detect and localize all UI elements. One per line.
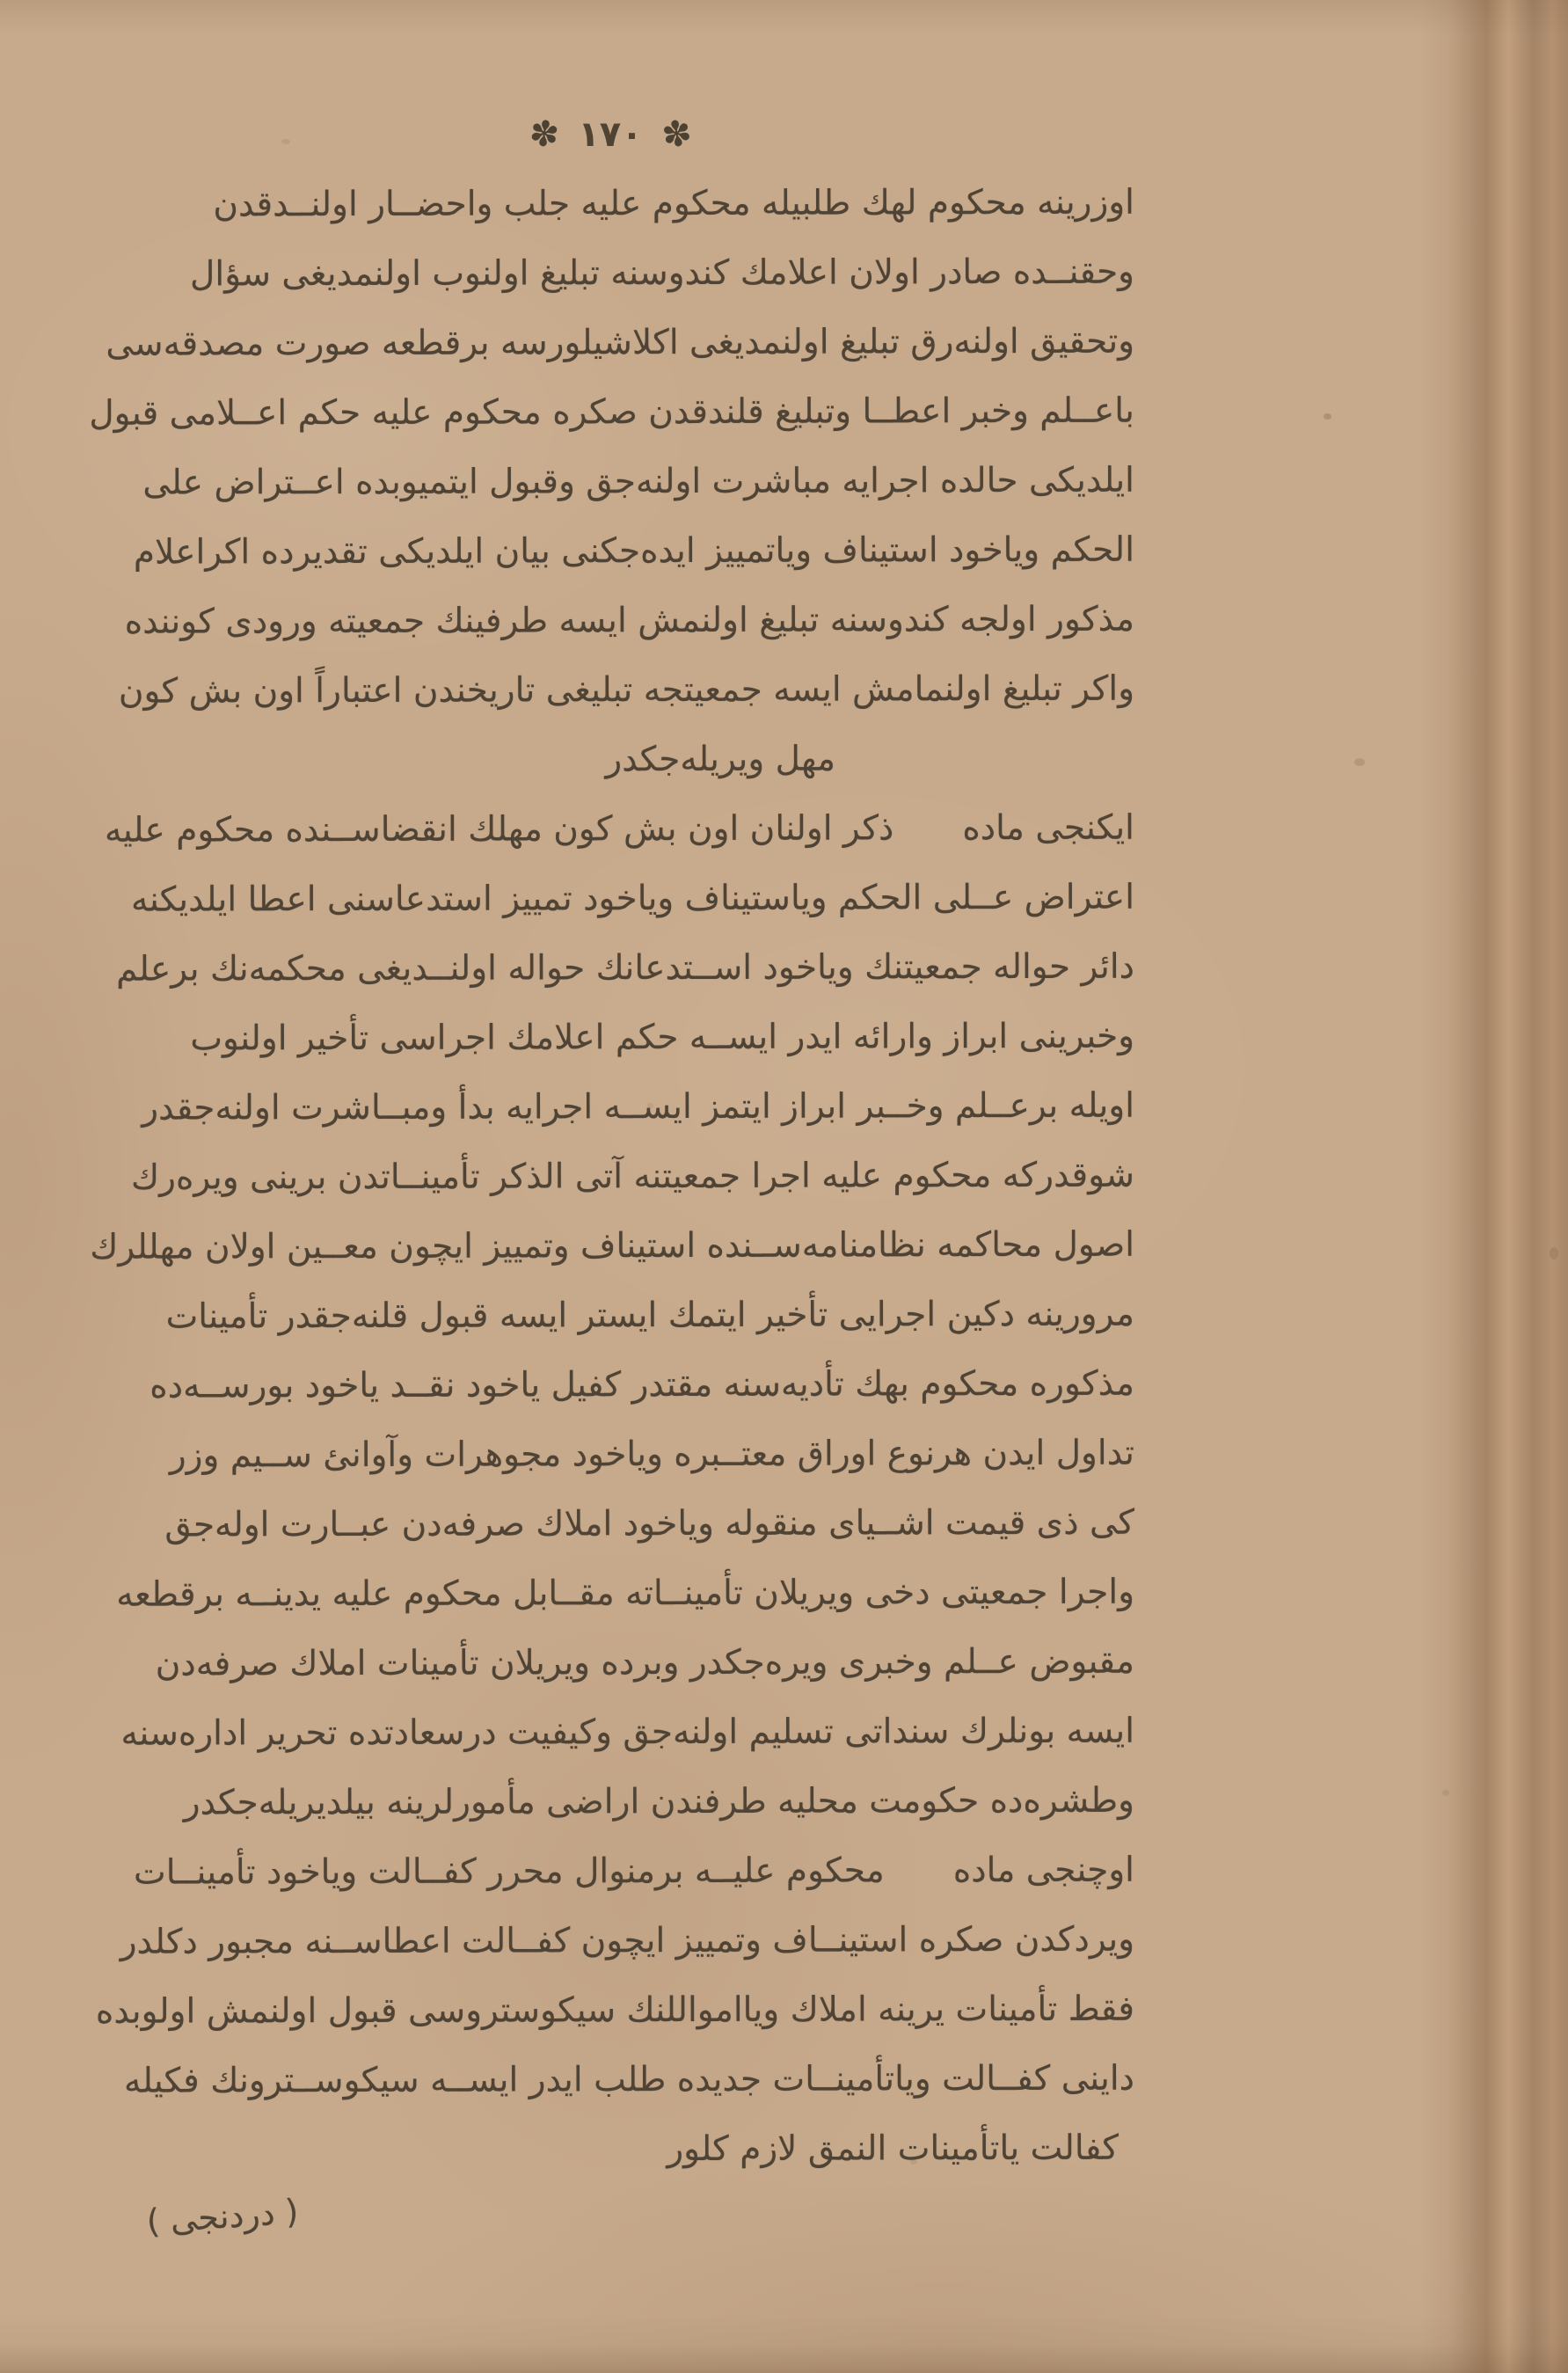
text-line: تداول ايدن هرنوع اوراق معتــبره وياخود مجوهرات وآوانئ ســيم وزر — [169, 1433, 1135, 1476]
text-line: وتحقيق اولنه‌رق تبليغ اولنمديغى اكلاشيلورسه برقطعه صورت مصدقه‌سى — [106, 321, 1135, 364]
text-line: اصول محاكمه نظامنامه‌ســنده استيناف وتمييز ايچون معــين اولان مهللرك — [90, 1224, 1135, 1267]
body-text-block — [89, 169, 1135, 2184]
text-line: مقبوض عــلم وخبرى ويره‌جكدر وبرده ويريلان تأمينات املاك صرفه‌دن — [155, 1641, 1135, 1684]
text-line: وحقنــده صادر اولان اعلامك كندوسنه تبليغ اولنوب اولنمديغى سؤال — [189, 252, 1135, 295]
text-line: كى ذى قيمت اشــياى منقوله وياخود املاك صرفه‌دن عبــارت اوله‌جق — [164, 1502, 1135, 1545]
catchword: ( دردنجى ) — [145, 2192, 300, 2241]
text-line: مذكوره محكوم بهك تأديه‌سنه مقتدر كفيل ياخود نقــد ياخود بورســه‌ده — [150, 1363, 1135, 1406]
paper-speck — [1354, 758, 1365, 766]
page-header — [524, 104, 696, 165]
text-line: دائر حواله جمعيتنك وياخود اســتدعانك حواله اولنــديغى محكمه‌نك برعلم — [115, 946, 1135, 989]
text-line: اويله برعــلم وخــبر ابراز ايتمز ايســه اجرايه بدأ ومبــاشرت اولنه‌جقدر — [142, 1085, 1135, 1128]
rosette-ornament-icon: ✽ — [526, 112, 562, 157]
text-line-paragraph-end: مهل ويريله‌جكدر — [605, 739, 836, 780]
text-line: داينى كفــالت وياتأمينــات جديده طلب ايدر ايســه سيكوســترونك فكيله — [123, 2058, 1135, 2101]
paper-speck — [1442, 1790, 1449, 1796]
text-line: مرورينه دكين اجرايى تأخير ايتمك ايستر ايسه قبول قلنه‌جقدر تأمينات — [165, 1294, 1135, 1337]
rosette-ornament-icon: ✽ — [658, 112, 695, 157]
text-line: ويردكدن صكره استينــاف وتمييز ايچون كفــالت اعطاســنه مجبور دكلدر — [120, 1919, 1135, 1962]
text-line: فقط تأمينات يرينه املاك وياامواللنك سيكوستروسى قبول اولنمش اولوبده — [95, 1989, 1135, 2032]
text-line: الحكم وياخود استيناف وياتمييز ايده‌جكنى بيان ايلديكى تقديرده اكراعلام — [133, 529, 1135, 573]
text-line: اعتراض عــلى الحكم وياستيناف وياخود تمييز استدعاسنى اعطا ايلديكنه — [130, 877, 1135, 920]
paper-speck — [1550, 1247, 1558, 1260]
text-line-article-2-start: ايكنجى ماده ذكر اولنان اون بش كون مهلك انقضاســنده محكوم عليه — [104, 807, 1135, 851]
text-line: باعــلم وخبر اعطــا وتبليغ قلندقدن صكره محكوم عليه حكم اعــلامى قبول — [89, 391, 1135, 434]
page-number: ١٧٠ — [578, 114, 643, 155]
text-line: ايلديكى حالده اجرايه مباشرت اولنه‌جق وقبول ايتميوبده اعــتراض على — [142, 460, 1135, 503]
text-line-article-3-start: اوچنجى ماده محكوم عليــه برمنوال محرر كفــالت وياخود تأمينــات — [133, 1850, 1135, 1893]
text-line: وطشره‌ده حكومت محليه طرفندن اراضى مأمورلرينه بيلديريله‌جكدر — [183, 1780, 1135, 1823]
text-line: مذكور اولجه كندوسنه تبليغ اولنمش ايسه طرفينك جمعيته ورودى كوننده — [124, 599, 1135, 642]
text-line: وخبرينى ابراز وارائه ايدر ايســه حكم اعلامك اجراسى تأخير اولنوب — [190, 1016, 1135, 1059]
text-line: واجرا جمعيتى دخى ويريلان تأمينــاته مقــابل محكوم عليه يدينــه برقطعه — [116, 1572, 1135, 1615]
paper-speck — [1324, 413, 1331, 420]
text-line: ايسه بونلرك سنداتى تسليم اولنه‌جق وكيفيت درسعادتده تحرير اداره‌سنه — [120, 1711, 1135, 1754]
text-line: اوزرينه محكوم لهك طلبيله محكوم عليه جلب واحضــار اولنــدقدن — [213, 182, 1135, 225]
paper-speck — [281, 139, 290, 144]
text-line: شوقدركه محكوم عليه اجرا جمعيتنه آتى الذكر تأمينــاتدن برينى ويره‌رك — [130, 1155, 1135, 1198]
text-line-paragraph-end: كفالت ياتأمينات النمق لازم كلور — [667, 2128, 1119, 2170]
text-line: واكر تبليغ اولنمامش ايسه جمعيتجه تبليغى تاريخندن اعتباراً اون بش كون — [118, 668, 1135, 712]
